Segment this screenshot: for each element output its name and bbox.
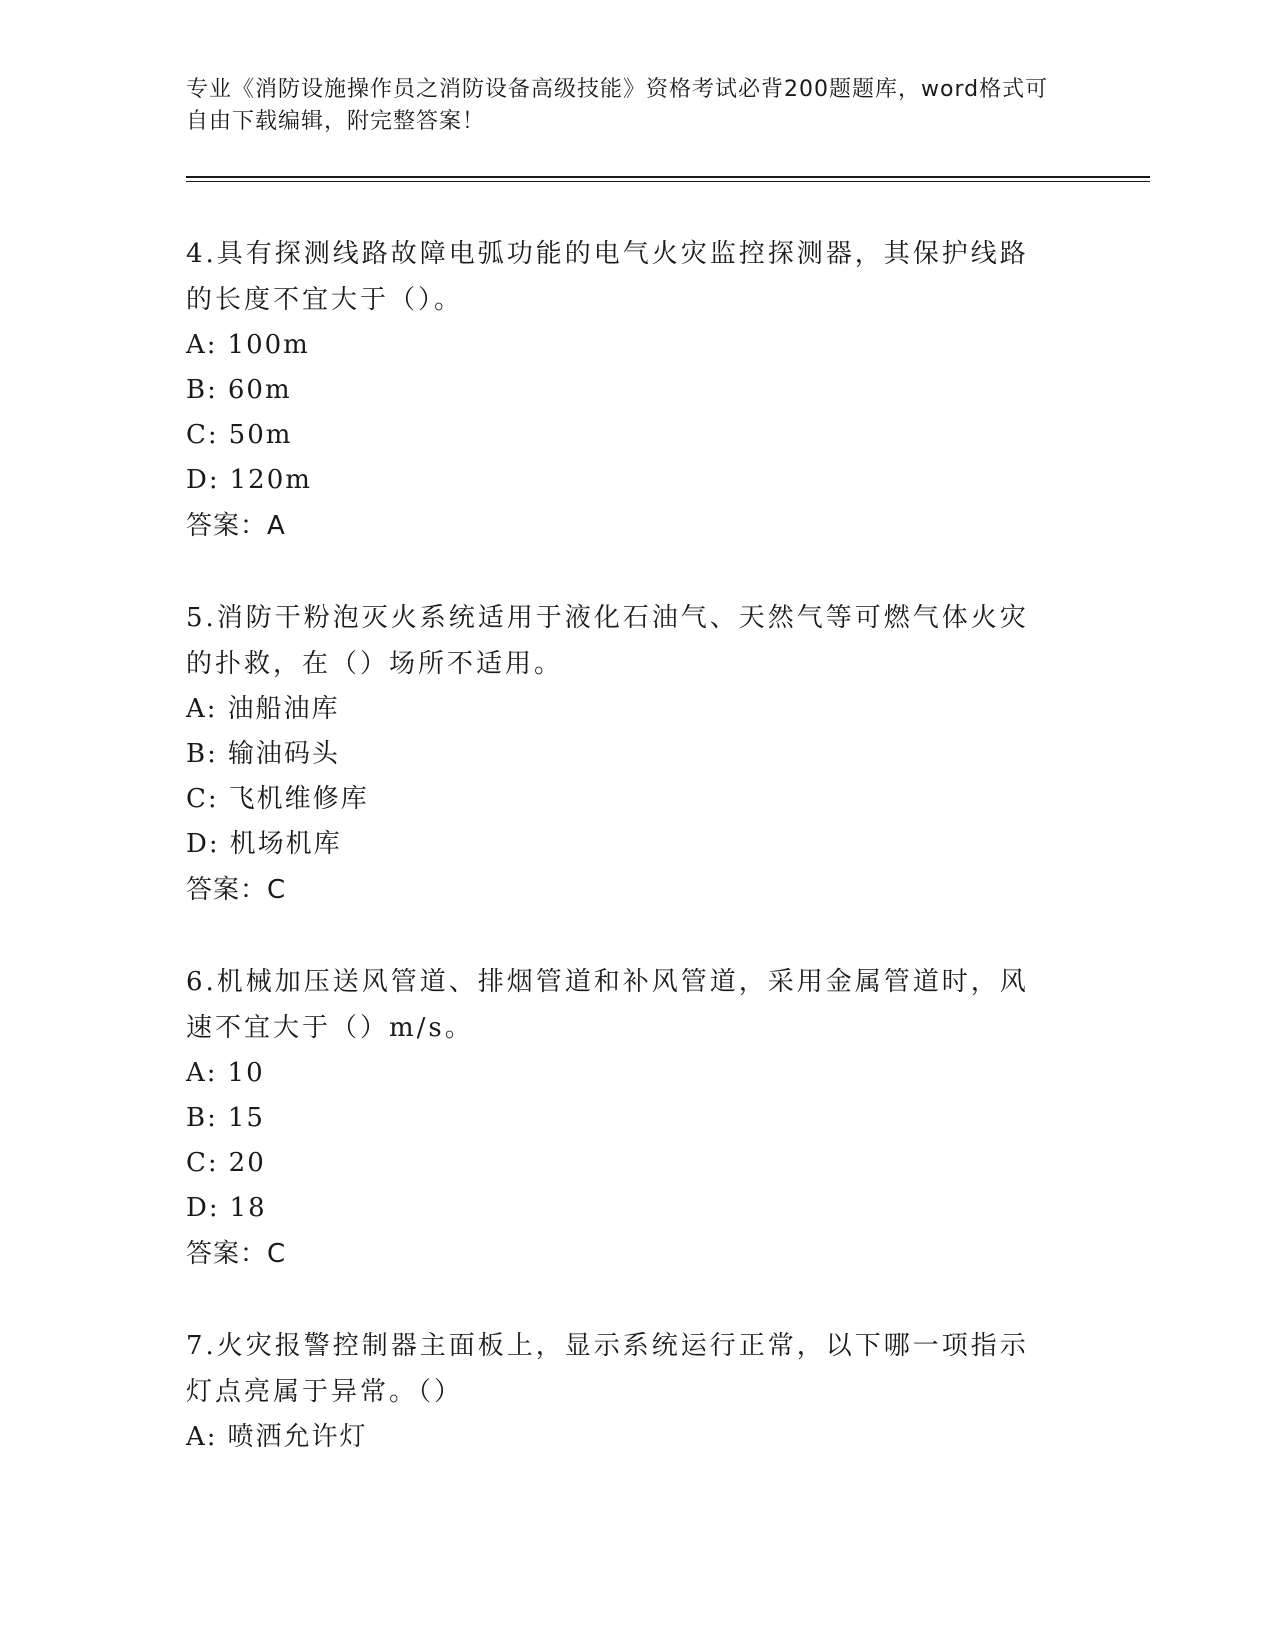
option-letter: B: (186, 739, 218, 769)
option-d (186, 1186, 1056, 1231)
question-stem: 7.火灾报警控制器主面板上，显示系统运行正常，以下哪一项指示灯点亮属于异常。（） (186, 1331, 1029, 1407)
option-c (186, 413, 1056, 458)
question-7 (186, 1323, 1056, 1460)
answer-line: 答案：A (186, 511, 286, 541)
option-text: 120m (229, 465, 312, 495)
option-b (186, 1096, 1056, 1141)
option-b (186, 732, 1056, 777)
header-divider-thin (186, 181, 1150, 182)
question-stem: 4.具有探测线路故障电弧功能的电气火灾监控探测器，其保护线路的长度不宜大于（）。 (186, 239, 1029, 315)
question-stem: 6.机械加压送风管道、排烟管道和补风管道，采用金属管道时，风速不宜大于（）m/s。 (186, 967, 1029, 1043)
option-letter: A: (186, 694, 218, 724)
question-6 (186, 959, 1056, 1277)
option-letter: A: (186, 1058, 218, 1088)
option-text: 输油码头 (227, 739, 340, 769)
option-text: 15 (227, 1103, 265, 1133)
question-4 (186, 231, 1056, 549)
option-text: 油船油库 (227, 694, 340, 724)
answer-line: 答案：C (186, 875, 287, 905)
option-letter: A: (186, 330, 218, 360)
option-letter: B: (186, 375, 218, 405)
option-a (186, 323, 1056, 368)
option-a (186, 687, 1056, 732)
option-text: 100m (227, 330, 310, 360)
option-text: 20 (228, 1148, 266, 1178)
option-letter: D: (186, 465, 220, 495)
option-letter: A: (186, 1422, 218, 1452)
option-text: 18 (229, 1193, 267, 1223)
option-a (186, 1415, 1056, 1460)
option-letter: D: (186, 1193, 220, 1223)
option-a (186, 1051, 1056, 1096)
option-text: 60m (227, 375, 292, 405)
option-text: 机场机库 (229, 829, 342, 859)
option-c (186, 1141, 1056, 1186)
option-letter: C: (186, 420, 219, 450)
document-header: 专业《消防设施操作员之消防设备高级技能》资格考试必背200题题库，word格式可自由下载编辑，附完整答案！ (186, 77, 1049, 134)
option-text: 50m (228, 420, 293, 450)
option-text: 喷洒允许灯 (227, 1422, 368, 1452)
option-letter: C: (186, 784, 219, 814)
option-text: 飞机维修库 (228, 784, 369, 814)
option-d (186, 458, 1056, 503)
option-letter: C: (186, 1148, 219, 1178)
option-c (186, 777, 1056, 822)
header-divider (186, 176, 1150, 178)
question-stem: 5.消防干粉泡灭火系统适用于液化石油气、天然气等可燃气体火灾的扑救，在（）场所不适用。 (186, 603, 1029, 679)
answer-line: 答案：C (186, 1239, 287, 1269)
option-d (186, 822, 1056, 867)
question-5 (186, 595, 1056, 913)
option-b (186, 368, 1056, 413)
option-letter: D: (186, 829, 220, 859)
option-text: 10 (227, 1058, 265, 1088)
option-letter: B: (186, 1103, 218, 1133)
